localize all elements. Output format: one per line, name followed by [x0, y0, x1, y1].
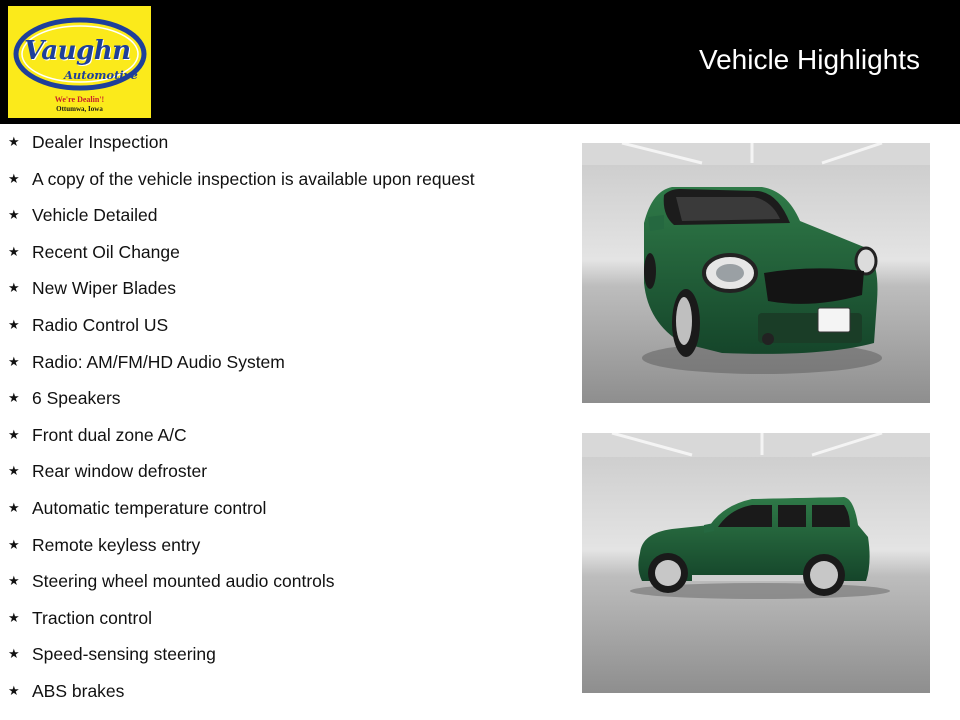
star-icon: ★	[8, 170, 20, 186]
star-icon: ★	[8, 609, 20, 625]
feature-label: Traction control	[32, 607, 152, 628]
feature-item	[0, 527, 475, 564]
feature-label: Speed-sensing steering	[32, 644, 216, 665]
star-icon: ★	[8, 646, 20, 662]
feature-label: Automatic temperature control	[32, 497, 267, 518]
page-title: Vehicle Highlights	[698, 44, 920, 75]
feature-item	[0, 234, 475, 271]
feature-label: ABS brakes	[32, 680, 125, 701]
feature-label: Vehicle Detailed	[32, 205, 158, 226]
star-icon: ★	[8, 280, 20, 296]
feature-item	[0, 490, 475, 527]
feature-label: New Wiper Blades	[32, 278, 176, 299]
header-bar	[0, 0, 960, 124]
logo-brand-text: Vaughn	[24, 36, 131, 66]
star-icon: ★	[8, 463, 20, 479]
feature-item	[0, 161, 475, 198]
feature-label: Front dual zone A/C	[32, 424, 187, 445]
feature-item	[0, 197, 475, 234]
feature-item	[0, 600, 475, 637]
feature-item	[0, 124, 475, 161]
feature-list	[0, 124, 475, 710]
logo-location: Ottumwa, Iowa	[56, 105, 103, 113]
feature-item	[0, 380, 475, 417]
feature-item	[0, 417, 475, 454]
logo-tagline: We're Dealin'!	[54, 95, 105, 104]
star-icon: ★	[8, 207, 20, 223]
logo-brand-subtext: Automotive	[64, 68, 138, 82]
star-icon: ★	[8, 426, 20, 442]
dealer-logo[interactable]	[8, 6, 151, 118]
feature-label: Radio Control US	[32, 314, 169, 335]
star-icon: ★	[8, 390, 20, 406]
feature-item	[0, 563, 475, 600]
vehicle-photo-front[interactable]	[582, 143, 930, 403]
feature-label: Radio: AM/FM/HD Audio System	[32, 351, 285, 372]
feature-label: Rear window defroster	[32, 461, 208, 482]
feature-item	[0, 453, 475, 490]
vehicle-photo-side[interactable]	[582, 433, 930, 693]
feature-item	[0, 270, 475, 307]
star-icon: ★	[8, 536, 20, 552]
star-icon: ★	[8, 499, 20, 515]
feature-label: 6 Speakers	[32, 388, 121, 409]
feature-item	[0, 344, 475, 381]
feature-label: Steering wheel mounted audio controls	[32, 571, 335, 592]
feature-label: A copy of the vehicle inspection is available upon request	[32, 168, 475, 189]
star-icon: ★	[8, 682, 20, 698]
star-icon: ★	[8, 353, 20, 369]
star-icon: ★	[8, 243, 20, 259]
star-icon: ★	[8, 316, 20, 332]
feature-label: Recent Oil Change	[32, 241, 180, 262]
feature-item	[0, 673, 475, 710]
star-icon: ★	[8, 134, 20, 149]
feature-label: Remote keyless entry	[32, 534, 201, 555]
star-icon: ★	[8, 573, 20, 589]
feature-item	[0, 307, 475, 344]
feature-item	[0, 636, 475, 673]
feature-label: Dealer Inspection	[32, 132, 169, 152]
